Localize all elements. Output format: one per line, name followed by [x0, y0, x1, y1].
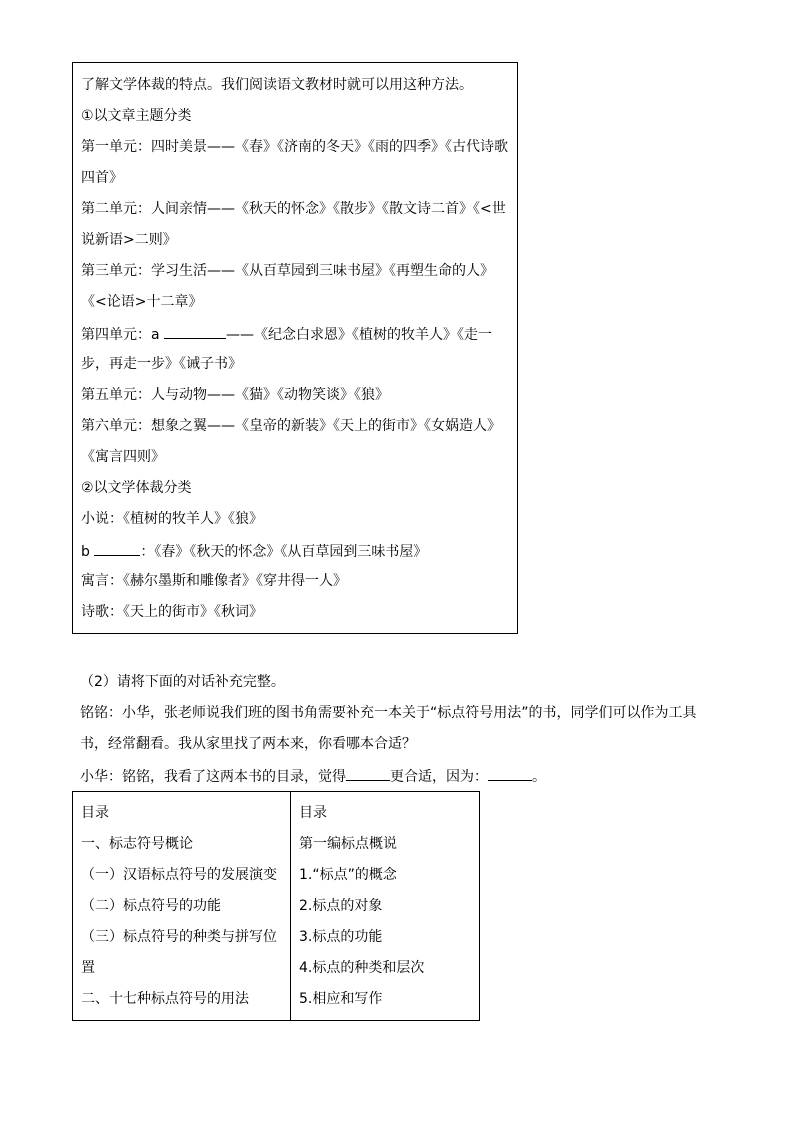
unit4-line: [81, 323, 509, 343]
unit4-prefix: 第四单元：a: [81, 327, 165, 343]
unit3-line-cont: 《<论语>十二章》: [81, 294, 203, 310]
xiaohua-part-1: 小华：铭铭，我看了这两本书的目录，觉得: [80, 769, 346, 785]
unit4-line-cont: 步，再走一步》《诫子书》: [81, 356, 242, 372]
mingming-line-cont: 书，经常翻看。我从家里找了两本来，你看哪本合适？: [80, 736, 416, 752]
mingming-line: 铭铭：小华，张老师说我们班的图书角需要补充一本关于“标点符号用法”的书，同学们可以作为工具: [80, 705, 697, 721]
unit4-suffix: ——《纪念白求恩》《植树的牧羊人》《走一: [226, 327, 493, 343]
xiaohua-line: [80, 765, 546, 787]
left-toc-item: （三）标点符号的种类与拼写位: [81, 929, 277, 945]
blank-book-choice[interactable]: [346, 765, 390, 781]
right-toc-item: 3.标点的功能: [299, 929, 383, 945]
right-toc-item: 1.“标点”的概念: [299, 867, 397, 883]
unit5-line: 第五单元：人与动物——《猫》《动物笑谈》《狼》: [81, 387, 389, 403]
right-toc-item: 5.相应和写作: [299, 991, 383, 1007]
by-theme-heading: ①以文章主题分类: [81, 108, 192, 124]
fable-line: 寓言：《赫尔墨斯和雕像者》《穿井得一人》: [81, 573, 347, 589]
blank-b[interactable]: [94, 540, 140, 556]
right-toc-item: 2.标点的对象: [299, 898, 383, 914]
xiaohua-part-2: 更合适，因为：: [390, 769, 488, 785]
unit2-line: 第二单元：人间亲情——《秋天的怀念》《散步》《散文诗二首》《<世: [81, 201, 506, 217]
right-toc-title: 目录: [299, 805, 327, 821]
right-toc-item: 第一编标点概说: [299, 836, 397, 852]
question-2-prompt: （2）请将下面的对话补充完整。: [80, 674, 285, 690]
left-toc-item: （一）汉语标点符号的发展演变: [81, 867, 277, 883]
intro-line: 了解文学体裁的特点。我们阅读语文教材时就可以用这种方法。: [81, 77, 473, 93]
unit3-line: 第三单元：学习生活——《从百草园到三味书屋》《再塑生命的人》: [81, 263, 494, 279]
blank-a[interactable]: [164, 323, 226, 339]
poetry-line: 诗歌：《天上的街市》《秋词》: [81, 604, 263, 620]
novel-line: 小说：《植树的牧羊人》《狼》: [81, 511, 263, 527]
unit6-line-cont: 《寓言四则》: [81, 449, 165, 465]
toc-comparison-table: [72, 791, 480, 1021]
left-toc-title: 目录: [81, 805, 109, 821]
blank-reason[interactable]: [488, 765, 532, 781]
xiaohua-part-3: 。: [532, 769, 546, 785]
unit1-line: 第一单元：四时美景——《春》《济南的冬天》《雨的四季》《古代诗歌: [81, 139, 508, 155]
reading-method-box: [72, 62, 518, 634]
unit6-line: 第六单元：想象之翼——《皇帝的新装》《天上的街市》《女娲造人》: [81, 418, 501, 434]
genre-b-suffix: ：《春》《秋天的怀念》《从百草园到三味书屋》: [140, 544, 428, 560]
left-toc-item: （二）标点符号的功能: [81, 898, 221, 914]
genre-b-line: [81, 540, 509, 560]
left-toc-item: 一、标志符号概论: [81, 836, 193, 852]
unit1-line-cont: 四首》: [81, 170, 123, 186]
genre-b-prefix: b: [81, 544, 95, 560]
unit2-line-cont: 说新语>二则》: [81, 232, 177, 248]
right-toc-item: 4.标点的种类和层次: [299, 960, 425, 976]
left-toc-item: 置: [81, 960, 95, 976]
table-divider: [290, 792, 291, 1020]
by-genre-heading: ②以文学体裁分类: [81, 480, 192, 496]
left-toc-item: 二、十七种标点符号的用法: [81, 991, 249, 1007]
